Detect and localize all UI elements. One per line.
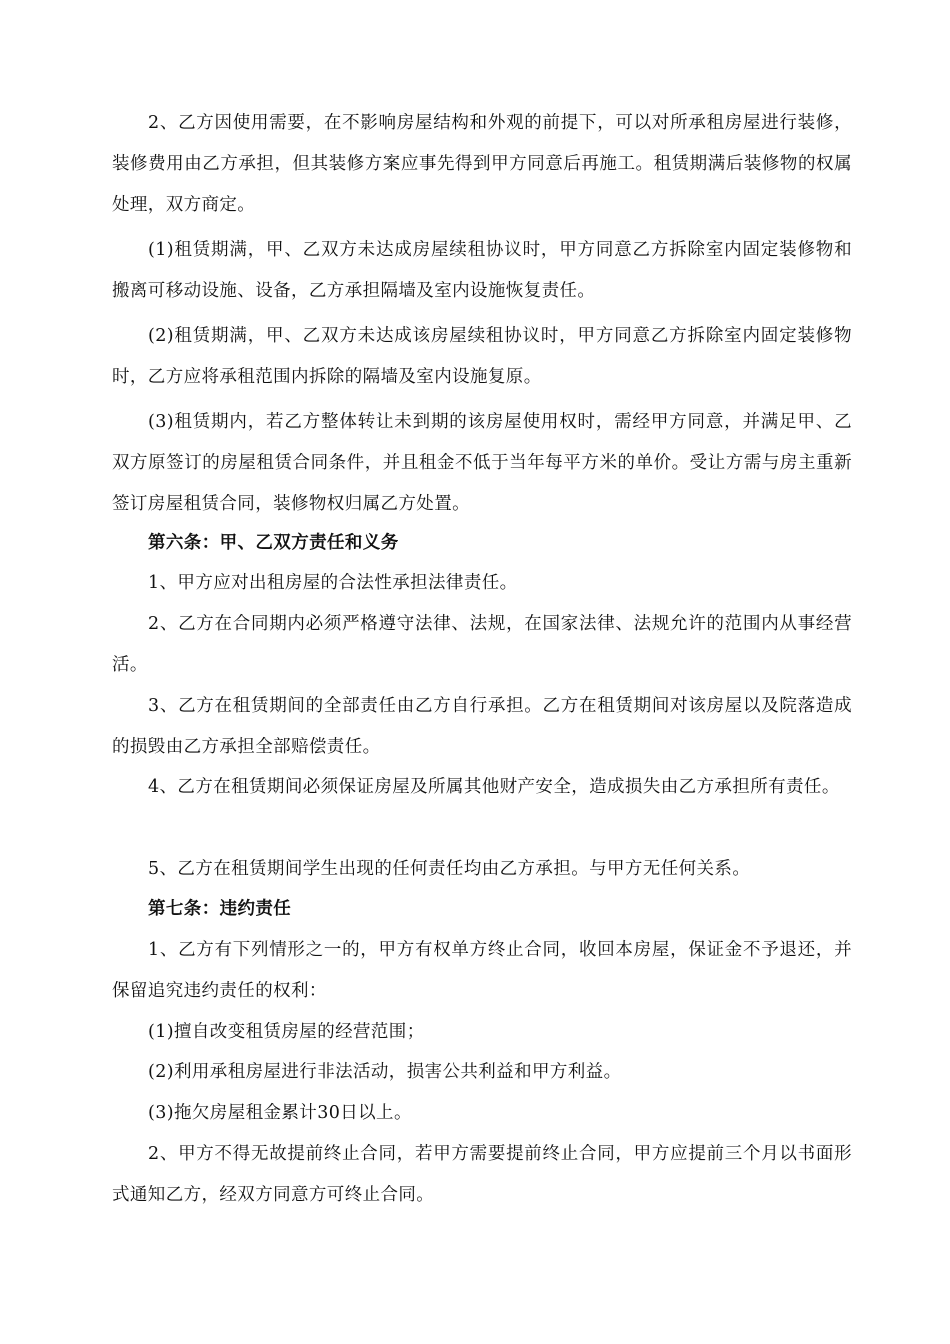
section-heading-article-6: 第六条：甲、乙双方责任和义务 (148, 533, 399, 553)
paragraph-7-1: 1、乙方有下列情形之一的，甲方有权单方终止合同，收回本房屋，保证金不予退还，并保留追究违约责任的权利： (112, 940, 852, 1001)
paragraph-6-2: 2、乙方在合同期内必须严格遵守法律、法规，在国家法律、法规允许的范围内从事经营活。 (112, 614, 852, 675)
paragraph-6-5: 5、乙方在租赁期间学生出现的任何责任均由乙方承担。与甲方无任何关系。 (148, 859, 751, 879)
paragraph-7-1-b: (2)利用承租房屋进行非法活动，损害公共利益和甲方利益。 (148, 1062, 622, 1082)
paragraph-item-1: (1)租赁期满，甲、乙双方未达成房屋续租协议时，甲方同意乙方拆除室内固定装修物和搬离可移动设施、设备，乙方承担隔墙及室内设施恢复责任。 (112, 240, 852, 301)
paragraph-7-1-a: (1)擅自改变租赁房屋的经营范围； (148, 1022, 425, 1042)
paragraph-6-1: 1、甲方应对出租房屋的合法性承担法律责任。 (148, 573, 518, 593)
paragraph-decoration-clause: 2、乙方因使用需要，在不影响房屋结构和外观的前提下，可以对所承租房屋进行装修，装修费用由乙方承担，但其装修方案应事先得到甲方同意后再施工。租赁期满后装修物的权属处理，双方商定。 (112, 113, 852, 215)
paragraph-7-1-c: (3)拖欠房屋租金累计30日以上。 (148, 1103, 412, 1123)
paragraph-item-2: (2)租赁期满，甲、乙双方未达成该房屋续租协议时，甲方同意乙方拆除室内固定装修物时，乙方应将承租范围内拆除的隔墙及室内设施复原。 (112, 326, 852, 387)
paragraph-item-3: (3)租赁期内，若乙方整体转让未到期的该房屋使用权时，需经甲方同意，并满足甲、乙双方原签订的房屋租赁合同条件，并且租金不低于当年每平方米的单价。受让方需与房主重新签订房屋租赁合同，装修物权归属乙方处置。 (112, 412, 852, 514)
paragraph-6-3: 3、乙方在租赁期间的全部责任由乙方自行承担。乙方在租赁期间对该房屋以及院落造成的损毁由乙方承担全部赔偿责任。 (112, 696, 852, 757)
paragraph-6-4: 4、乙方在租赁期间必须保证房屋及所属其他财产安全，造成损失由乙方承担所有责任。 (148, 777, 840, 797)
section-heading-article-7: 第七条：违约责任 (148, 899, 292, 919)
paragraph-7-2: 2、甲方不得无故提前终止合同，若甲方需要提前终止合同，甲方应提前三个月以书面形式通知乙方，经双方同意方可终止合同。 (112, 1144, 852, 1205)
